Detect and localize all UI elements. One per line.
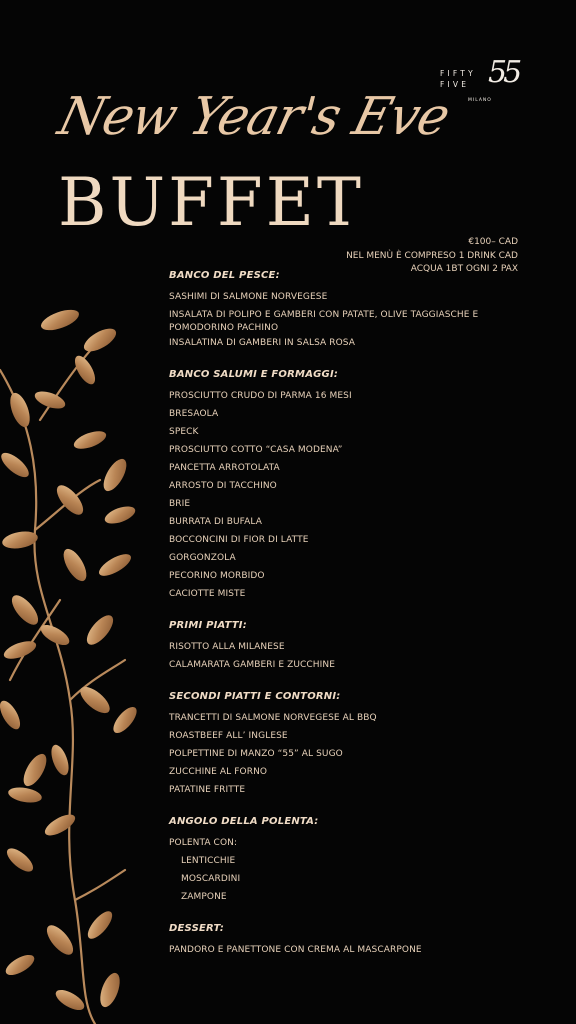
section-angolo-polenta xyxy=(169,816,529,904)
menu-item: BRIE xyxy=(169,499,191,509)
menu-item: PANDORO E PANETTONE CON CREMA AL MASCARPONE xyxy=(169,945,422,955)
menu-item: ROASTBEEF ALL’ INGLESE xyxy=(169,731,288,741)
menu-item: POLENTA CON: xyxy=(169,838,238,848)
menu-item: PECORINO MORBIDO xyxy=(169,571,265,581)
script-title: New Year's Eve xyxy=(52,87,455,148)
section-title: PRIMI PIATTI: xyxy=(169,620,247,631)
section-title: BANCO SALUMI E FORMAGGI: xyxy=(169,369,339,380)
menu-item: INSALATA DI POLIPO E GAMBERI CON PATATE, OLIVE TAGGIASCHE E POMODORINO PACHINO xyxy=(169,310,479,333)
menu-item: BURRATA DI BUFALA xyxy=(169,517,262,527)
menu-item: CALAMARATA GAMBERI E ZUCCHINE xyxy=(169,660,336,670)
section-banco-salumi-formaggi xyxy=(169,369,529,601)
gold-leaf-vine-decoration xyxy=(0,300,150,1024)
menu-item: BOCCONCINI DI FIOR DI LATTE xyxy=(169,535,309,545)
section-primi-piatti xyxy=(169,620,529,672)
menu-item: CACIOTTE MISTE xyxy=(169,589,246,599)
menu-subitem: MOSCARDINI xyxy=(181,874,241,884)
menu-item: GORGONZOLA xyxy=(169,553,236,563)
menu-item: RISOTTO ALLA MILANESE xyxy=(169,642,285,652)
price-line: €100– CAD xyxy=(468,237,518,247)
section-title: ANGOLO DELLA POLENTA: xyxy=(169,816,319,827)
menu-subitem: ZAMPONE xyxy=(181,892,227,902)
menu-item: PANCETTA ARROTOLATA xyxy=(169,463,280,473)
drink-line: NEL MENÙ È COMPRESO 1 DRINK CAD xyxy=(346,250,518,261)
section-title: BANCO DEL PESCE: xyxy=(169,270,280,281)
logo-word-fifty: FIFTY xyxy=(440,69,476,78)
menu-item: SPECK xyxy=(169,427,199,437)
menu-item: ZUCCHINE AL FORNO xyxy=(169,767,268,777)
water-line: ACQUA 1BT OGNI 2 PAX xyxy=(410,264,518,274)
menu xyxy=(169,270,529,962)
logo-word-five: FIVE xyxy=(440,80,470,89)
menu-subitem: LENTICCHIE xyxy=(181,856,236,866)
logo-city: MILANO xyxy=(468,98,492,103)
menu-item: PROSCIUTTO CRUDO DI PARMA 16 MESI xyxy=(169,391,352,401)
logo-number: 55 xyxy=(488,55,519,90)
menu-item: PATATINE FRITTE xyxy=(169,785,246,795)
menu-item: BRESAOLA xyxy=(169,409,219,419)
section-dessert xyxy=(169,923,529,957)
section-banco-del-pesce xyxy=(169,270,529,350)
section-title: SECONDI PIATTI E CONTORNI: xyxy=(169,691,341,702)
menu-item: PROSCIUTTO COTTO “CASA MODENA” xyxy=(169,445,343,455)
menu-item: ARROSTO DI TACCHINO xyxy=(169,481,277,491)
section-title: DESSERT: xyxy=(169,923,225,934)
page-title: BUFFET xyxy=(58,164,364,241)
section-secondi-piatti xyxy=(169,691,529,797)
menu-item: POLPETTINE DI MANZO “55” AL SUGO xyxy=(169,749,343,759)
menu-item: SASHIMI DI SALMONE NORVEGESE xyxy=(169,292,328,302)
menu-item: TRANCETTI DI SALMONE NORVEGESE AL BBQ xyxy=(169,713,377,723)
menu-item: INSALATINA DI GAMBERI IN SALSA ROSA xyxy=(169,338,356,348)
